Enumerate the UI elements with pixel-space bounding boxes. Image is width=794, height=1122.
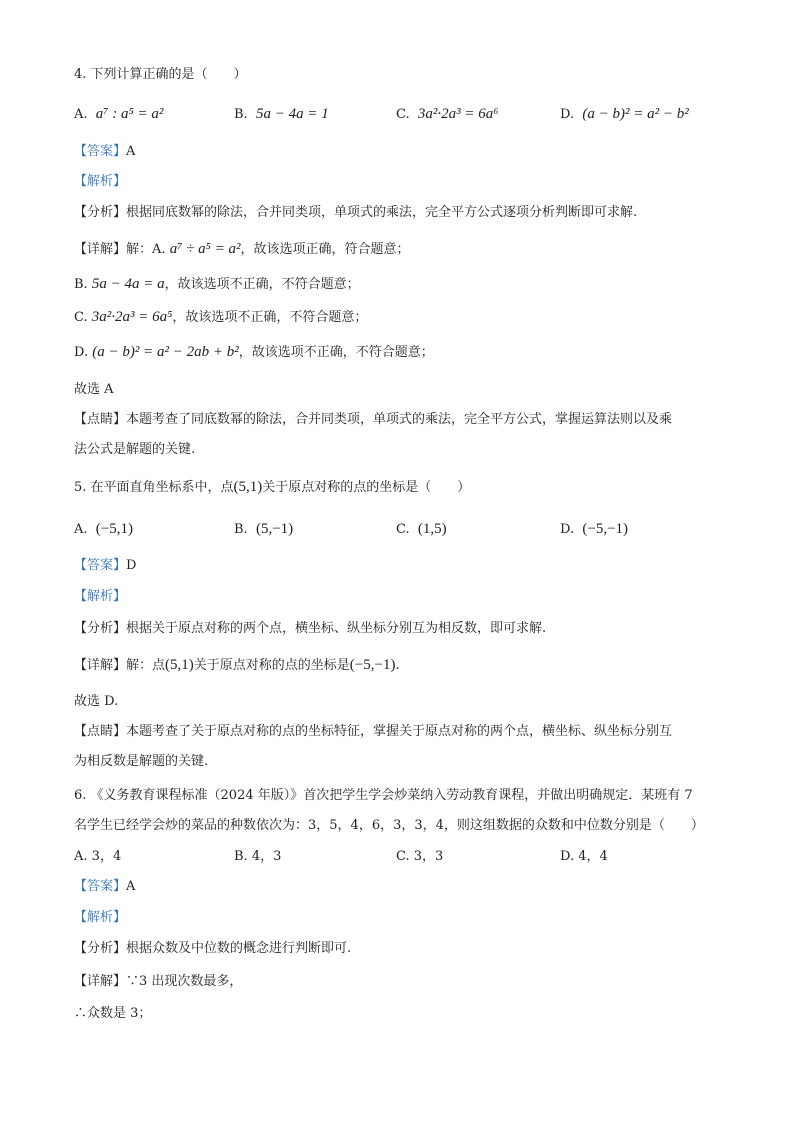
q6-option-d: D. 4，4 [560, 849, 608, 864]
q4-xiangjie-d: D. (a − b)² = a² − 2ab + b²，故该选项不正确，不符合题意； [74, 344, 434, 360]
q6-option-b: B. 4，3 [234, 849, 282, 864]
q4-option-c: C. 3a²·2a³ = 6a⁶ [396, 106, 499, 122]
q4-answer [74, 143, 734, 161]
q5-conclusion: 故选 D. [74, 694, 119, 709]
answer-value: A [126, 879, 136, 894]
answer-tag: 【答案】 [74, 879, 127, 894]
q6-xiangjie-2: ∴众数是 3； [74, 1006, 152, 1021]
q6-fenxi: 【分析】根据众数及中位数的概念进行判断即可. [74, 941, 352, 956]
q6-option-a: A. 3，4 [74, 849, 122, 864]
answer-value: A [126, 144, 136, 159]
q5-stem: 5. 在平面直角坐标系中，点(5,1)关于原点对称的点的坐标是（ ） [74, 479, 471, 495]
answer-tag: 【答案】 [74, 144, 127, 159]
q4-fenxi: 【分析】根据同底数幂的除法，合并同类项，单项式的乘法，完全平方公式逐项分析判断即可求解. [74, 205, 638, 220]
q6-analysis-heading: 【解析】 [74, 910, 127, 925]
q5-fenxi: 【分析】根据关于原点对称的两个点，横坐标、纵坐标分别互为相反数，即可求解. [74, 621, 547, 636]
q4-xiangjie-b: B. 5a − 4a = a，故该选项不正确，不符合题意； [74, 276, 360, 292]
q4-xiangjie-a: 【详解】解：A. a⁷ ÷ a⁵ = a²，故该选项正确，符合题意； [74, 241, 410, 257]
q6-option-c: C. 3，3 [396, 849, 444, 864]
q5-answer [74, 557, 734, 575]
q5-dianjing-2: 为相反数是解题的关键. [74, 754, 209, 769]
q5-option-a: A. (−5,1) [74, 521, 133, 537]
q6-answer [74, 878, 734, 896]
q4-conclusion: 故选 A [74, 382, 114, 397]
q5-option-c: C. (1,5) [396, 521, 447, 537]
q6-stem-2: 名学生已经学会炒的菜品的种数依次为：3，5，4，6，3，3，4，则这组数据的众数和中位数分别是（ ） [74, 818, 704, 833]
q4-analysis-heading: 【解析】 [74, 174, 127, 189]
q5-xiangjie: 【详解】解：点(5,1)关于原点对称的点的坐标是(−5,−1). [74, 657, 400, 673]
q4-stem [74, 66, 734, 84]
q4-dianjing-1: 【点睛】本题考查了同底数幂的除法，合并同类项，单项式的乘法，完全平方公式，掌握运算法则以及乘 [74, 412, 673, 427]
q5-analysis-heading: 【解析】 [74, 589, 127, 604]
q4-stem-text: 4. 下列计算正确的是（ ） [74, 67, 247, 82]
answer-tag: 【答案】 [74, 558, 127, 573]
q5-dianjing-1: 【点睛】本题考查了关于原点对称的点的坐标特征，掌握关于原点对称的两个点，横坐标、纵坐标分别互 [74, 724, 673, 739]
q5-option-d: D. (−5,−1) [560, 521, 629, 537]
q4-dianjing-2: 法公式是解题的关键. [74, 442, 196, 457]
q4-option-d: D. (a − b)² = a² − b² [560, 106, 689, 122]
q4-xiangjie-c: C. 3a²·2a³ = 6a⁵，故该选项不正确，不符合题意； [74, 309, 368, 325]
q5-option-b: B. (5,−1) [234, 521, 294, 537]
q4-option-a: A. a⁷ : a⁵ = a² [74, 106, 164, 122]
q6-xiangjie-1: 【详解】∵3 出现次数最多， [74, 974, 243, 989]
q6-stem-1: 6. 《义务教育课程标准（2024 年版）》首次把学生学会炒菜纳入劳动教育课程，并做出明确规定．某班有 7 [74, 788, 693, 803]
answer-value: D [126, 558, 137, 573]
q4-option-b: B. 5a − 4a = 1 [234, 106, 329, 122]
